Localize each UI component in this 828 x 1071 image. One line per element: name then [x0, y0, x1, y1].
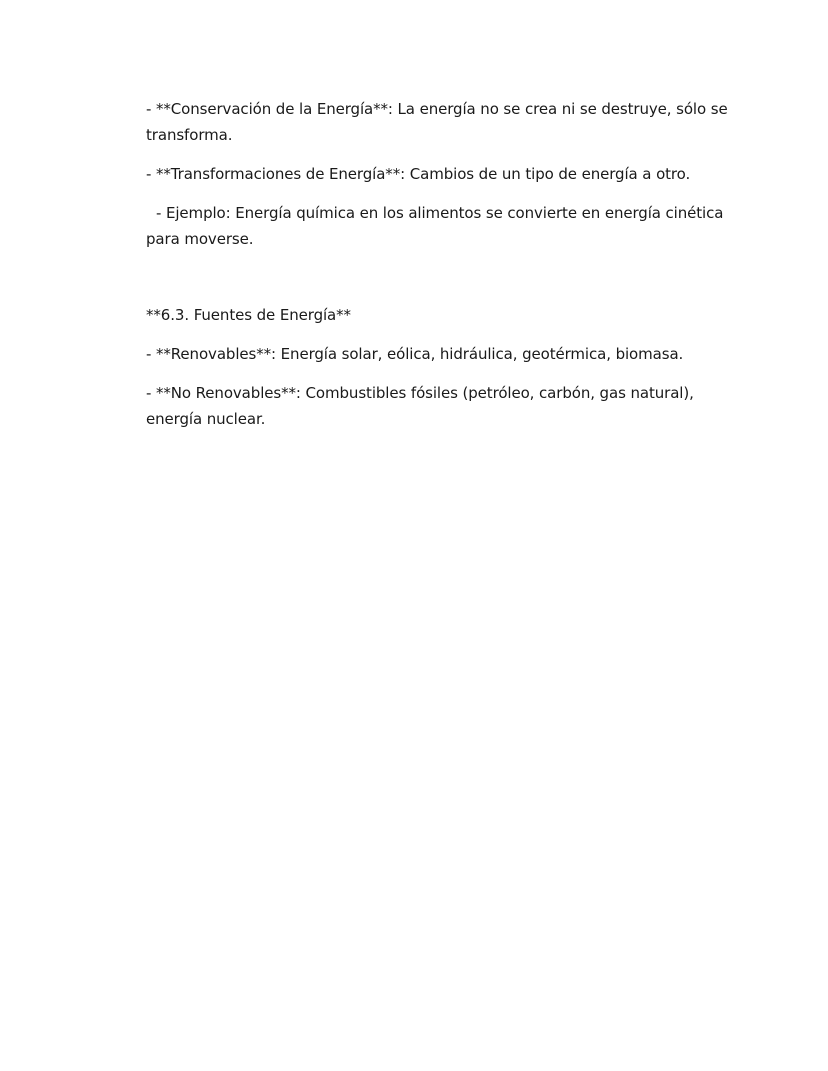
- paragraph-transformations: - **Transformaciones de Energía**: Cambios de un tipo de energía a otro.: [146, 165, 691, 183]
- paragraph-renewables: - **Renovables**: Energía solar, eólica, hidráulica, geotérmica, biomasa.: [146, 345, 684, 363]
- section-heading: **6.3. Fuentes de Energía**: [146, 306, 351, 324]
- paragraph-non-renewables: - **No Renovables**: Combustibles fósiles (petróleo, carbón, gas natural), energía nuclear.: [146, 384, 694, 428]
- paragraph-conservation: - **Conservación de la Energía**: La energía no se crea ni se destruye, sólo se transforma.: [146, 100, 728, 144]
- document-body: [146, 96, 736, 445]
- section-spacer: [146, 265, 736, 302]
- paragraph-example: - Ejemplo: Energía química en los alimentos se convierte en energía cinética para moverse.: [146, 204, 724, 248]
